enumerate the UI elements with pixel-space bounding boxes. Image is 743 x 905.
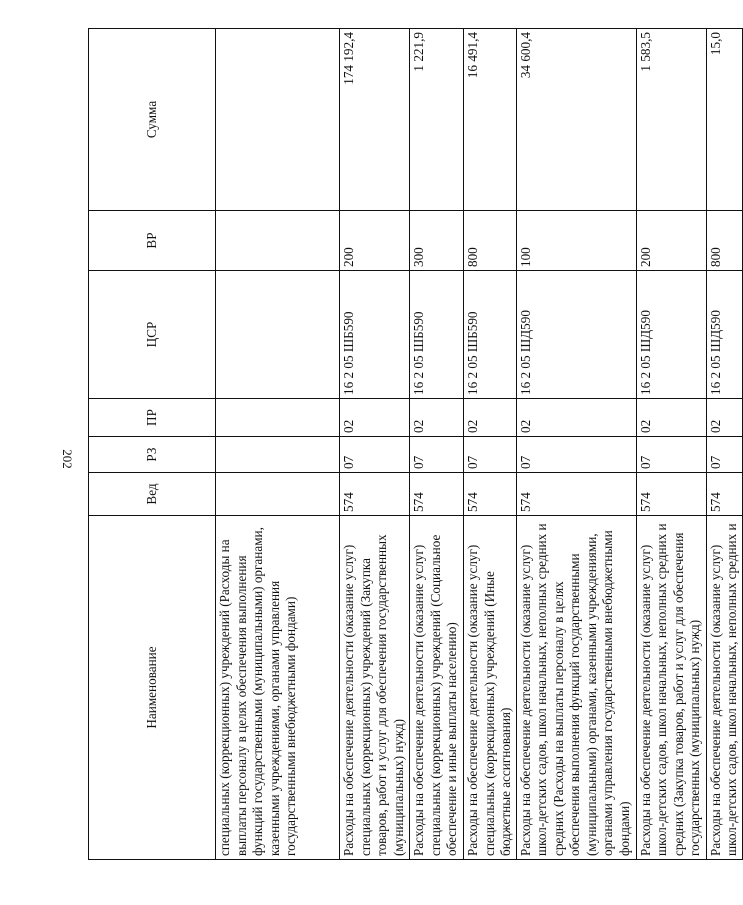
cell-rz: 07 [516,437,636,473]
cell-csr: 16 2 05 ШД590 [706,271,742,399]
cell-name: специальных (коррекционных) учреждений (Расходы на выплаты персоналу в целях обеспечения выполнения функций государственными (муниципальными) органами, казенными учреждениями, органами управления государственными внебюджетными фондами) [216,516,340,860]
cell-sum: 174 192,4 [340,29,410,211]
table-row [516,29,636,860]
cell-vr: 100 [516,211,636,271]
cell-ved: 574 [516,473,636,516]
cell-rz: 07 [706,437,742,473]
cell-rz: 07 [464,437,517,473]
cell-csr: 16 2 05 ШБ590 [340,271,410,399]
cell-pr: 02 [706,399,742,437]
cell-ved: 574 [706,473,742,516]
table-row [706,29,742,860]
header-pr: ПР [89,399,216,437]
table-header-row [89,29,216,860]
cell-pr: 02 [516,399,636,437]
header-vr: ВР [89,211,216,271]
page-number: 202 [60,449,75,469]
cell-ved [216,473,340,516]
cell-vr: 300 [410,211,464,271]
cell-pr: 02 [340,399,410,437]
cell-pr [216,399,340,437]
cell-sum: 16 491,4 [464,29,517,211]
cell-csr: 16 2 05 ШД590 [516,271,636,399]
header-name: Наименование [89,516,216,860]
header-ved: Вед [89,473,216,516]
cell-ved: 574 [340,473,410,516]
cell-vr [216,211,340,271]
cell-vr: 800 [706,211,742,271]
table-row [340,29,410,860]
cell-ved: 574 [636,473,706,516]
table-row [464,29,517,860]
table-row [636,29,706,860]
cell-sum [216,29,340,211]
cell-ved: 574 [464,473,517,516]
cell-rz: 07 [340,437,410,473]
cell-name: Расходы на обеспечение деятельности (оказание услуг) специальных (коррекционных) учреждений (Закупка товаров, работ и услуг для обеспечения государственных (муниципальных) нужд) [340,516,410,860]
cell-rz: 07 [410,437,464,473]
cell-pr: 02 [410,399,464,437]
cell-csr [216,271,340,399]
cell-vr: 800 [464,211,517,271]
cell-sum: 15,0 [706,29,742,211]
cell-name: Расходы на обеспечение деятельности (оказание услуг) школ-детских садов, школ начальных, неполных средних и средних (Закупка товаров, работ и услуг для обеспечения государственных (муниципальных) нужд) [636,516,706,860]
cell-csr: 16 2 05 ШБ590 [464,271,517,399]
rotated-table-wrapper [88,0,739,880]
cell-pr: 02 [464,399,517,437]
header-csr: ЦСР [89,271,216,399]
cell-csr: 16 2 05 ШБ590 [410,271,464,399]
cell-vr: 200 [340,211,410,271]
cell-sum: 1 221,9 [410,29,464,211]
cell-name: Расходы на обеспечение деятельности (оказание услуг) школ-детских садов, школ начальных, неполных средних и [706,516,742,860]
header-rz: РЗ [89,437,216,473]
cell-ved: 574 [410,473,464,516]
cell-vr: 200 [636,211,706,271]
cell-pr: 02 [636,399,706,437]
cell-rz: 07 [636,437,706,473]
cell-name: Расходы на обеспечение деятельности (оказание услуг) специальных (коррекционных) учреждений (Иные бюджетные ассигнования) [464,516,517,860]
cell-sum: 1 583,5 [636,29,706,211]
cell-csr: 16 2 05 ШД590 [636,271,706,399]
cell-name: Расходы на обеспечение деятельности (оказание услуг) школ-детских садов, школ начальных, неполных средних и средних (Расходы на выплаты персоналу в целях обеспечения выполнения функций государственными (муниципальными) органами, казенными учреждениями, органами управления государственными внебюджетными фондами) [516,516,636,860]
budget-table [88,28,743,860]
header-sum: Сумма [89,29,216,211]
table-row [410,29,464,860]
cell-sum: 34 600,4 [516,29,636,211]
table-row [216,29,340,860]
cell-rz [216,437,340,473]
cell-name: Расходы на обеспечение деятельности (оказание услуг) специальных (коррекционных) учреждений (Социальное обеспечение и иные выплаты населению) [410,516,464,860]
